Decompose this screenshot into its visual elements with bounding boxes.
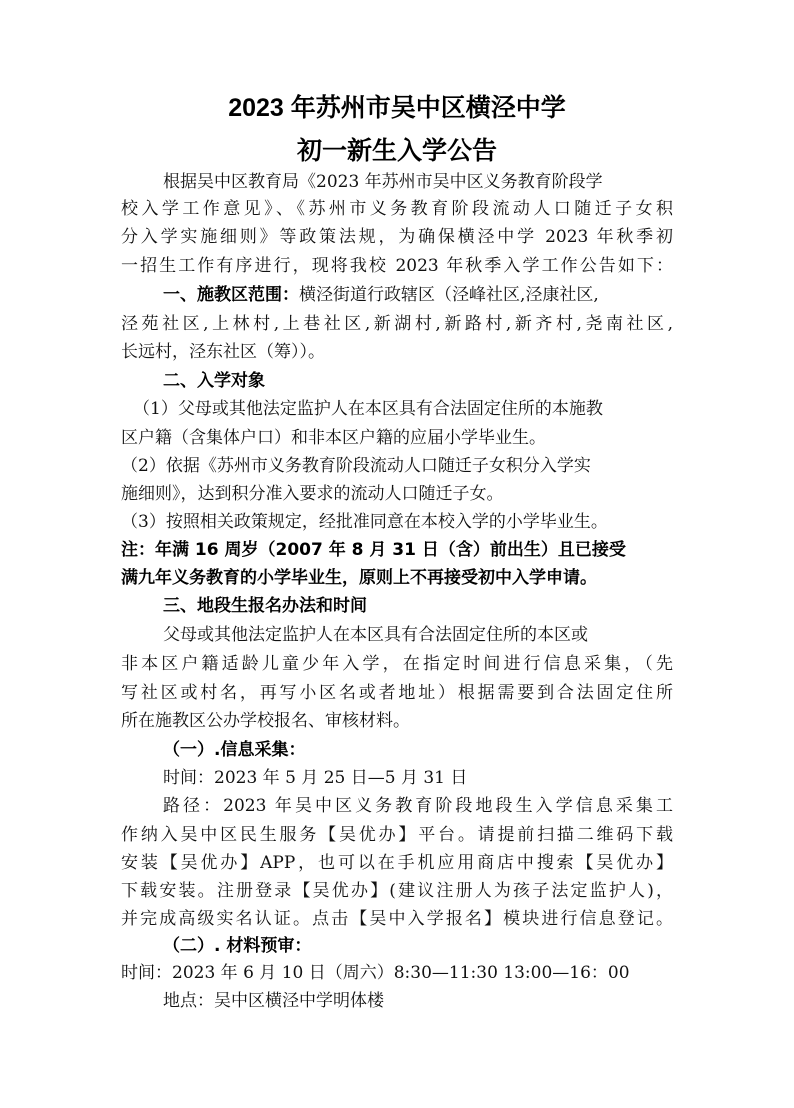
section-2-note-line-2: 满九年义务教育的小学毕业生，原则上不再接受初中入学申请。 bbox=[121, 568, 597, 588]
section-1-text: 横泾街道行政辖区（泾峰社区,泾康社区, bbox=[299, 285, 599, 305]
document-title-line-2: 初一新生入学公告 bbox=[296, 137, 497, 165]
subsection-1-route-line-4: 下载安装。注册登录【吴优办】(建议注册人为孩子法定监护人)， bbox=[121, 881, 673, 901]
subsection-2-place: 地点：吴中区横泾中学明体楼 bbox=[163, 991, 384, 1011]
subsection-2-heading: （二）. 材料预审： bbox=[163, 936, 312, 956]
section-1-line-1 bbox=[163, 285, 599, 305]
section-3-para-line-2: 非本区户籍适龄儿童少年入学，在指定时间进行信息采集，（先 bbox=[121, 654, 673, 674]
section-2-item-3: （3）按照相关政策规定，经批准同意在本校入学的小学毕业生。 bbox=[121, 512, 608, 532]
section-2-item-1-line-1: （1）父母或其他法定监护人在本区具有合法固定住所的本施教 bbox=[133, 399, 603, 419]
section-3-heading: 三、地段生报名办法和时间 bbox=[163, 596, 367, 616]
section-2-item-1-line-2: 区户籍（含集体户口）和非本区户籍的应届小学毕业生。 bbox=[121, 428, 546, 448]
intro-line-4: 一招生工作有序进行，现将我校 2023 年秋季入学工作公告如下： bbox=[121, 256, 673, 276]
section-1-line-2: 泾苑社区,上林村,上巷社区,新湖村,新路村,新齐村,尧南社区, bbox=[121, 314, 673, 334]
subsection-1-route-line-1: 路径：2023 年吴中区义务教育阶段地段生入学信息采集工 bbox=[163, 796, 673, 816]
subsection-1-route-line-3: 安装【吴优办】APP，也可以在手机应用商店中搜索【吴优办】 bbox=[121, 853, 673, 873]
subsection-1-route-line-2: 作纳入吴中区民生服务【吴优办】平台。请提前扫描二维码下载 bbox=[121, 825, 673, 845]
section-2-item-2-line-2: 施细则》，达到积分准入要求的流动人口随迁子女。 bbox=[121, 484, 504, 504]
intro-line-1: 根据吴中区教育局《2023 年苏州市吴中区义务教育阶段学 bbox=[163, 172, 603, 192]
subsection-1-time: 时间：2023 年 5 月 25 日—5 月 31 日 bbox=[163, 768, 468, 788]
section-1-heading: 一、施教区范围： bbox=[163, 285, 299, 305]
section-3-para-line-3: 写社区或村名，再写小区名或者地址）根据需要到合法固定住所 bbox=[121, 683, 673, 703]
intro-line-2: 校入学工作意见》、《苏州市义务教育阶段流动人口随迁子女积 bbox=[121, 199, 673, 219]
document-title-line-1: 2023 年苏州市吴中区横泾中学 bbox=[228, 94, 566, 122]
subsection-1-heading: （一）.信息采集： bbox=[163, 740, 306, 760]
section-1-line-3: 长远村，泾东社区（筹））。 bbox=[121, 342, 325, 362]
section-3-para-line-1: 父母或其他法定监护人在本区具有合法固定住所的本区或 bbox=[163, 625, 588, 645]
section-3-para-line-4: 所在施教区公办学校报名、审核材料。 bbox=[121, 711, 410, 731]
section-2-note-line-1: 注：年满 16 周岁（2007 年 8 月 31 日（含）前出生）且已接受 bbox=[121, 540, 626, 560]
section-2-item-2-line-1: （2）依据《苏州市义务教育阶段流动人口随迁子女积分入学实 bbox=[121, 456, 591, 476]
section-2-heading: 二、入学对象 bbox=[163, 371, 265, 391]
intro-line-3: 分入学实施细则》等政策法规，为确保横泾中学 2023 年秋季初 bbox=[121, 227, 673, 247]
subsection-1-route-line-5: 并完成高级实名认证。点击【吴中入学报名】模块进行信息登记。 bbox=[121, 909, 673, 929]
subsection-2-time: 时间：2023 年 6 月 10 日（周六）8:30—11:30 13:00—16：00 bbox=[121, 963, 630, 983]
